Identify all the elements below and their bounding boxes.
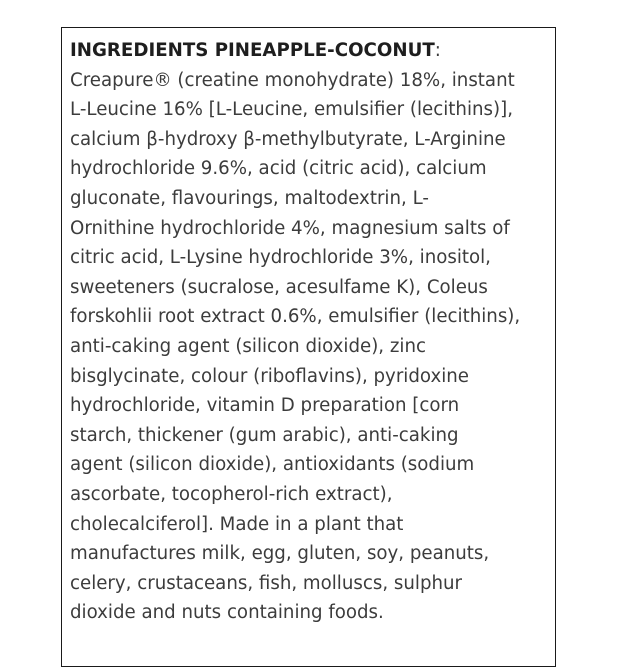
ingredients-heading: INGREDIENTS PINEAPPLE-COCONUT: [70, 40, 435, 61]
ingredients-line-5: gluconate, flavourings, maltodextrin, L-: [70, 187, 429, 209]
ingredients-line-2: L-Leucine 16% [L-Leucine, emulsifier (lecithins)],: [70, 99, 513, 121]
ingredients-line-9: forskohlii root extract 0.6%, emulsifier (lecithins),: [70, 306, 521, 328]
ingredients-line-8: sweeteners (sucralose, acesulfame K), Coleus: [70, 276, 488, 298]
ingredients-line-16: cholecalciferol]. Made in a plant that: [70, 513, 404, 535]
ingredients-line-13: starch, thickener (gum arabic), anti-caking: [70, 424, 459, 446]
ingredients-line-15: ascorbate, tocopherol-rich extract),: [70, 483, 393, 505]
ingredients-line-11: bisglycinate, colour (riboflavins), pyridoxine: [70, 365, 469, 387]
ingredients-line-17: manufactures milk, egg, gluten, soy, peanuts,: [70, 543, 490, 565]
ingredients-line-7: citric acid, L-Lysine hydrochloride 3%, inositol,: [70, 247, 491, 269]
heading-colon: :: [434, 40, 441, 61]
ingredients-panel: [61, 27, 556, 667]
ingredients-line-14: agent (silicon dioxide), antioxidants (sodium: [70, 454, 475, 476]
ingredients-line-4: hydrochloride 9.6%, acid (citric acid), calcium: [70, 158, 487, 180]
ingredients-line-3: calcium β-hydroxy β-methylbutyrate, L-Arginine: [70, 128, 506, 150]
ingredients-heading-line: [70, 36, 549, 66]
ingredients-line-6: Ornithine hydrochloride 4%, magnesium salts of: [70, 217, 510, 239]
ingredients-line-18: celery, crustaceans, fish, molluscs, sulphur: [70, 572, 463, 594]
ingredients-line-12: hydrochloride, vitamin D preparation [corn: [70, 395, 460, 417]
ingredients-line-1: Creapure® (creatine monohydrate) 18%, instant: [70, 69, 515, 91]
ingredients-line-10: anti-caking agent (silicon dioxide), zinc: [70, 335, 426, 357]
ingredients-line-19: dioxide and nuts containing foods.: [70, 602, 384, 624]
